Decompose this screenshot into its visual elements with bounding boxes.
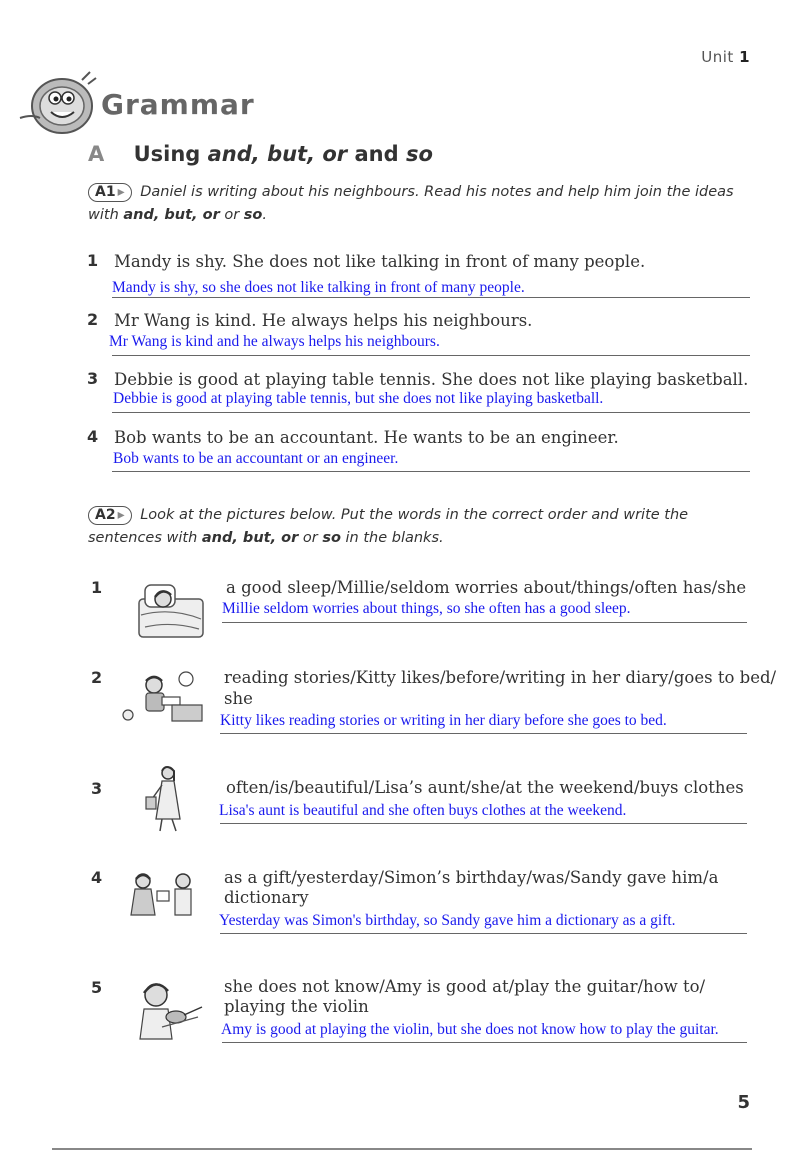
section-title-and: and: [354, 142, 399, 166]
girl-reading-picture: [118, 669, 208, 731]
a1-instructions: A1 ▸ Daniel is writing about his neighbours. Read his notes and help him join the ideas with and, but, or or so.: [88, 181, 748, 227]
answer-line: [220, 733, 747, 734]
answer-line: [222, 1042, 747, 1043]
item-prompt: as a gift/yesterday/Simon’s birthday/was/Sandy gave him/a: [224, 868, 719, 887]
answer-input[interactable]: Millie seldom worries about things, so she often has a good sleep.: [222, 600, 631, 617]
item-prompt: reading stories/Kitty likes/before/writing in her diary/goes to bed/: [224, 668, 777, 687]
item-question: Mr Wang is kind. He always helps his neighbours.: [114, 311, 533, 330]
answer-input[interactable]: Bob wants to be an accountant or an engineer.: [113, 450, 399, 467]
section-letter: A: [88, 142, 105, 166]
item-number: 2: [91, 668, 103, 687]
girl-violin-picture: [126, 977, 206, 1043]
a1-instruction-text: Daniel is writing about his neighbours. Read his notes and help him join the ideas: [140, 184, 734, 200]
section-title-so: so: [405, 142, 433, 166]
a2-instruction-so: so: [322, 530, 341, 546]
item-prompt-continued: she: [224, 689, 253, 708]
item-number: 1: [91, 578, 103, 597]
section-title-prefix: Using: [133, 142, 201, 166]
a2-instructions: [88, 504, 748, 550]
answer-line: [112, 297, 750, 298]
a1-instruction-so: so: [243, 207, 263, 223]
item-question: Debbie is good at playing table tennis. She does not like playing basketball.: [114, 370, 749, 389]
a1-badge: A1 ▸: [88, 183, 132, 202]
a1-instruction-with: with: [88, 207, 119, 223]
a2-instruction-or: or: [302, 530, 318, 546]
section-title-words: and, but, or: [207, 142, 348, 166]
item-prompt: a good sleep/Millie/seldom worries about/things/often has/she: [226, 578, 747, 597]
unit-number: 1: [739, 48, 750, 66]
page-number: 5: [737, 1092, 750, 1113]
answer-input[interactable]: Mr Wang is kind and he always helps his neighbours.: [109, 333, 440, 350]
bottom-divider: [52, 1148, 752, 1150]
answer-input[interactable]: Yesterday was Simon's birthday, so Sandy gave him a dictionary as a gift.: [219, 912, 676, 929]
item-question: Mandy is shy. She does not like talking in front of many people.: [114, 252, 646, 271]
item-prompt: often/is/beautiful/Lisa’s aunt/she/at the weekend/buys clothes: [226, 778, 744, 797]
a2-instruction-text: Look at the pictures below. Put the words in the correct order and write the: [140, 507, 689, 523]
answer-line: [112, 471, 750, 472]
a2-badge: A2 ▸: [88, 506, 132, 525]
item-number: 5: [91, 978, 103, 997]
a1-instruction-or: or: [224, 207, 240, 223]
item-number: 4: [91, 868, 103, 887]
item-prompt: she does not know/Amy is good at/play the guitar/how to/: [224, 977, 706, 996]
item-number: 3: [87, 369, 99, 388]
grammar-mascot-icon: [18, 68, 98, 138]
answer-input[interactable]: Lisa's aunt is beautiful and she often buys clothes at the weekend.: [219, 802, 627, 819]
item-question: Bob wants to be an accountant. He wants to be an engineer.: [114, 428, 619, 447]
sleeping-girl-picture: [135, 579, 207, 641]
a2-instruction-words: and, but, or: [201, 530, 299, 546]
answer-line: [220, 823, 747, 824]
item-number: 1: [87, 251, 99, 270]
item-number: 3: [91, 779, 103, 798]
a1-instruction-words: and, but, or: [123, 207, 220, 223]
item-prompt-continued: dictionary: [224, 888, 309, 907]
answer-line: [112, 412, 750, 413]
answer-input[interactable]: Mandy is shy, so she does not like talking in front of many people.: [112, 279, 525, 296]
section-title: [88, 142, 433, 166]
item-number: 2: [87, 310, 99, 329]
answer-line: [220, 933, 747, 934]
answer-line: [112, 355, 750, 356]
page-title: Grammar: [101, 88, 255, 121]
answer-input[interactable]: Debbie is good at playing table tennis, but she does not like playing basketball.: [113, 390, 604, 407]
item-prompt-continued: playing the violin: [224, 997, 369, 1016]
answer-input[interactable]: Amy is good at playing the violin, but she does not know how to play the guitar.: [221, 1021, 719, 1038]
gift-giving-picture: [125, 869, 200, 919]
unit-label: [701, 48, 750, 66]
unit-word: Unit: [701, 48, 734, 66]
woman-shopping-picture: [140, 765, 190, 835]
item-number: 4: [87, 427, 99, 446]
answer-line: [222, 622, 747, 623]
a2-instruction-end: in the blanks.: [345, 530, 444, 546]
answer-input[interactable]: Kitty likes reading stories or writing in her diary before she goes to bed.: [220, 712, 667, 729]
a2-instruction-pre: sentences with: [88, 530, 198, 546]
